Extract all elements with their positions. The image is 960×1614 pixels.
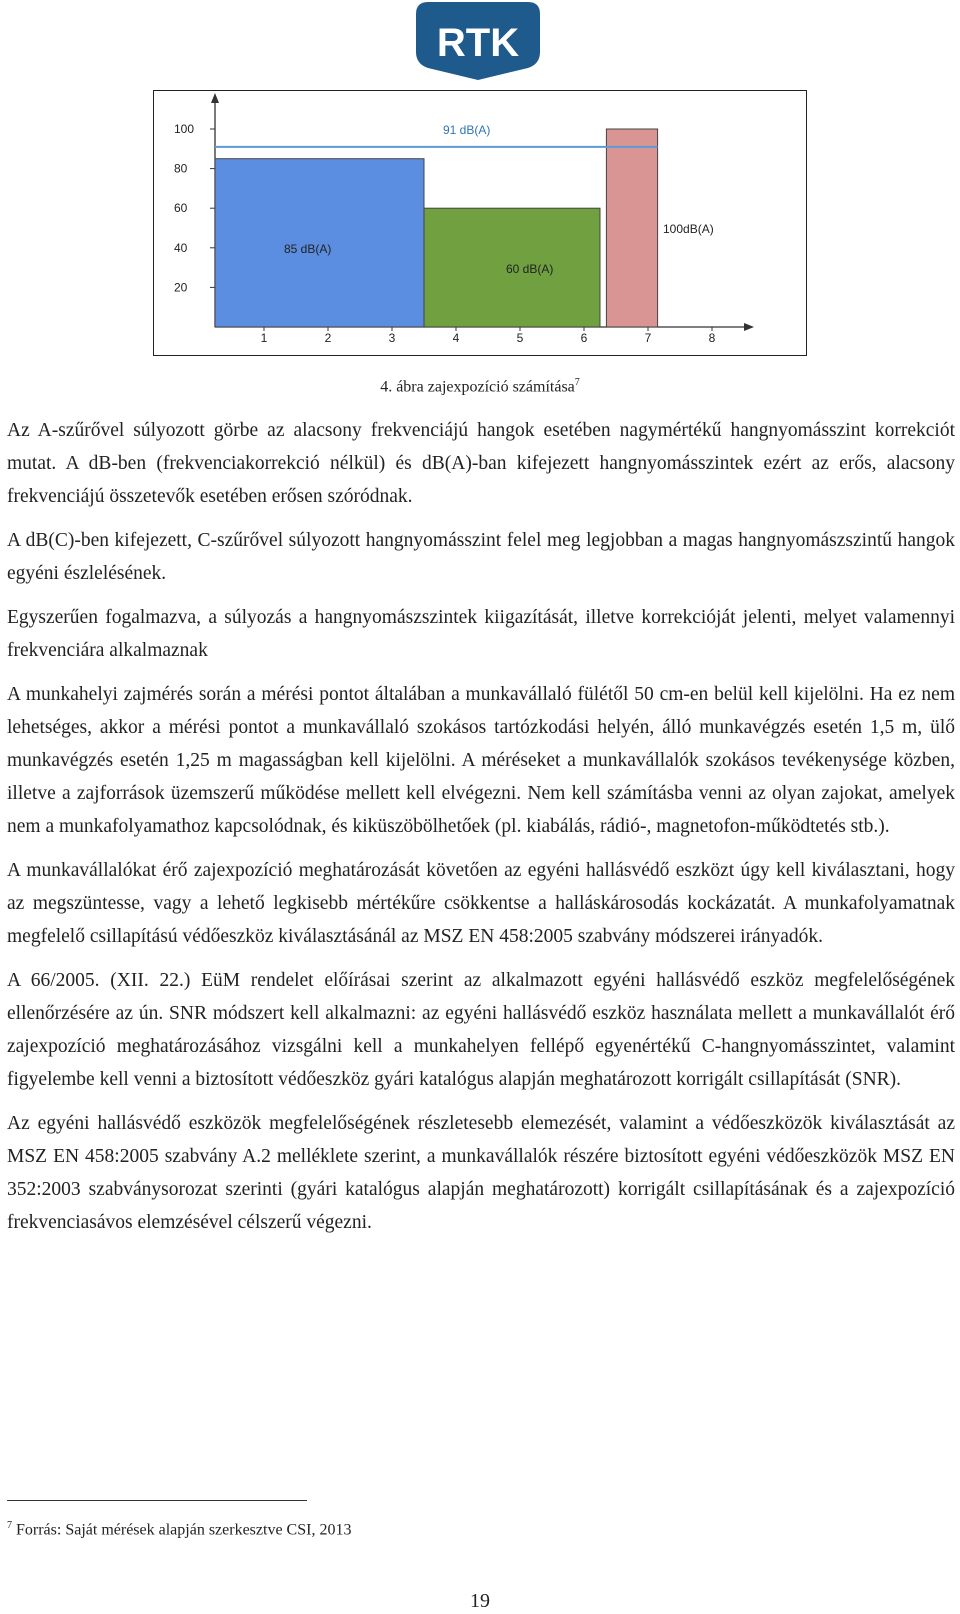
x-tick-label: 5	[516, 331, 524, 345]
chart-bar	[606, 129, 657, 327]
chart-svg	[154, 91, 808, 357]
y-axis-arrow	[211, 93, 219, 103]
bar-value-label: 100dB(A)	[663, 222, 714, 236]
x-axis-arrow	[744, 323, 754, 331]
y-tick-label: 100	[174, 122, 195, 136]
paragraph: Egyszerűen fogalmazva, a súlyozás a hangnyomászszintek kiigazítását, illetve korrekcióját jelenti, melyet valamennyi frekvenciára alkalmaznak	[7, 607, 955, 661]
paragraph: Az A-szűrővel súlyozott görbe az alacsony frekvenciájú hangok esetében nagymértékű hangnyomásszint korrekciót mutat. A dB-ben (frekvenciakorrekció nélkül) és dB(A)-ban kifejezett hangnyomásszintek ezért az erős, alacsony frekvenciájú összetevők esetében erősen szóródnak.	[7, 420, 955, 507]
paragraph: A 66/2005. (XII. 22.) EüM rendelet előírásai szerint az alkalmazott egyéni hallásvédő eszköz megfelelőségének ellenőrzésére az ún. SNR módszert kell alkalmazni: az egyéni hallásvédő eszköz használata mellett a munkavállalót érő zajexpozíció meghatározásához vizsgálni kell a munkahelyen fellépő egyenértékű C-hangnyomásszintet, valamint figyelembe kell venni a biztosított védőeszköz gyári katalógus alapján meghatározott korrigált csillapítását (SNR).	[7, 970, 955, 1090]
y-tick-label: 40	[174, 240, 188, 255]
footnote-number: 7	[7, 1520, 12, 1531]
y-tick-label: 60	[174, 201, 188, 216]
bar-value-label: 85 dB(A)	[284, 242, 332, 256]
paragraph: A dB(C)-ben kifejezett, C-szűrővel súlyozott hangnyomásszint felel meg legjobban a magas hangnyomászszintű hangok egyéni észlelésének.	[7, 530, 955, 584]
noise-exposure-chart	[153, 90, 807, 356]
x-tick-label: 3	[388, 331, 396, 345]
figure-caption	[0, 377, 960, 396]
caption-text: 4. ábra zajexpozíció számítása	[380, 378, 575, 396]
x-tick-label: 4	[452, 331, 460, 345]
caption-footnote-ref: 7	[574, 377, 580, 388]
page-number: 19	[470, 1590, 490, 1612]
footnote-divider	[7, 1500, 307, 1501]
x-tick-label: 1	[260, 331, 268, 345]
x-tick-label: 2	[324, 331, 332, 345]
paragraph: Az egyéni hallásvédő eszközök megfelelőségének részletesebb elemezését, valamint a védőeszközök kiválasztását az MSZ EN 458:2005 szabvány A.2 melléklete szerint, a munkavállalók részére biztosított egyéni védőeszközök MSZ EN 352:2003 szabványsorozat szerinti (gyári katalógus alapján meghatározott) korrigált csillapításának és a zajexpozíció frekvenciasávos elemzésével célszerű végezni.	[7, 1113, 955, 1233]
y-tick-label: 80	[174, 161, 188, 176]
x-tick-label: 7	[644, 331, 652, 345]
rtk-logo	[416, 2, 540, 80]
y-tick-label: 20	[174, 280, 188, 295]
reference-line-label: 91 dB(A)	[443, 123, 491, 137]
footnote	[7, 1520, 351, 1539]
paragraph: A munkavállalókat érő zajexpozíció meghatározását követően az egyéni hallásvédő eszközt úgy kell kiválasztani, hogy az megszüntesse, vagy a lehető legkisebb mértékűre csökkentse a halláskárosodás kockázatát. A munkafolyamatnak megfelelő csillapítású védőeszköz kiválasztásánál az MSZ EN 458:2005 szabvány módszerei irányadók.	[7, 860, 955, 947]
bar-value-label: 60 dB(A)	[506, 262, 554, 276]
body-text	[7, 414, 955, 1250]
paragraph: A munkahelyi zajmérés során a mérési pontot általában a munkavállaló fülétől 50 cm-en belül kell kijelölni. Ha ez nem lehetséges, akkor a mérési pontot a munkavállaló szokásos tartózkodási helyén, álló munkavégzés esetén 1,5 m, ülő munkavégzés esetén 1,25 m magasságban kell kijelölni. A méréseket a munkavállalók szokásos tevékenysége közben, illetve a zajforrások üzemszerű működése mellett kell elvégezni. Nem kell számításba venni az olyan zajokat, amelyek nem a munkafolyamathoz kapcsolódnak, és kiküszöbölhetőek (pl. kiabálás, rádió-, magnetofon-működtetés stb.).	[7, 684, 955, 837]
x-tick-label: 6	[580, 331, 588, 345]
x-tick-label: 8	[708, 331, 716, 345]
footnote-text: Forrás: Saját mérések alapján szerkesztve CSI, 2013	[16, 1521, 352, 1539]
logo-text: RTK	[436, 21, 520, 65]
